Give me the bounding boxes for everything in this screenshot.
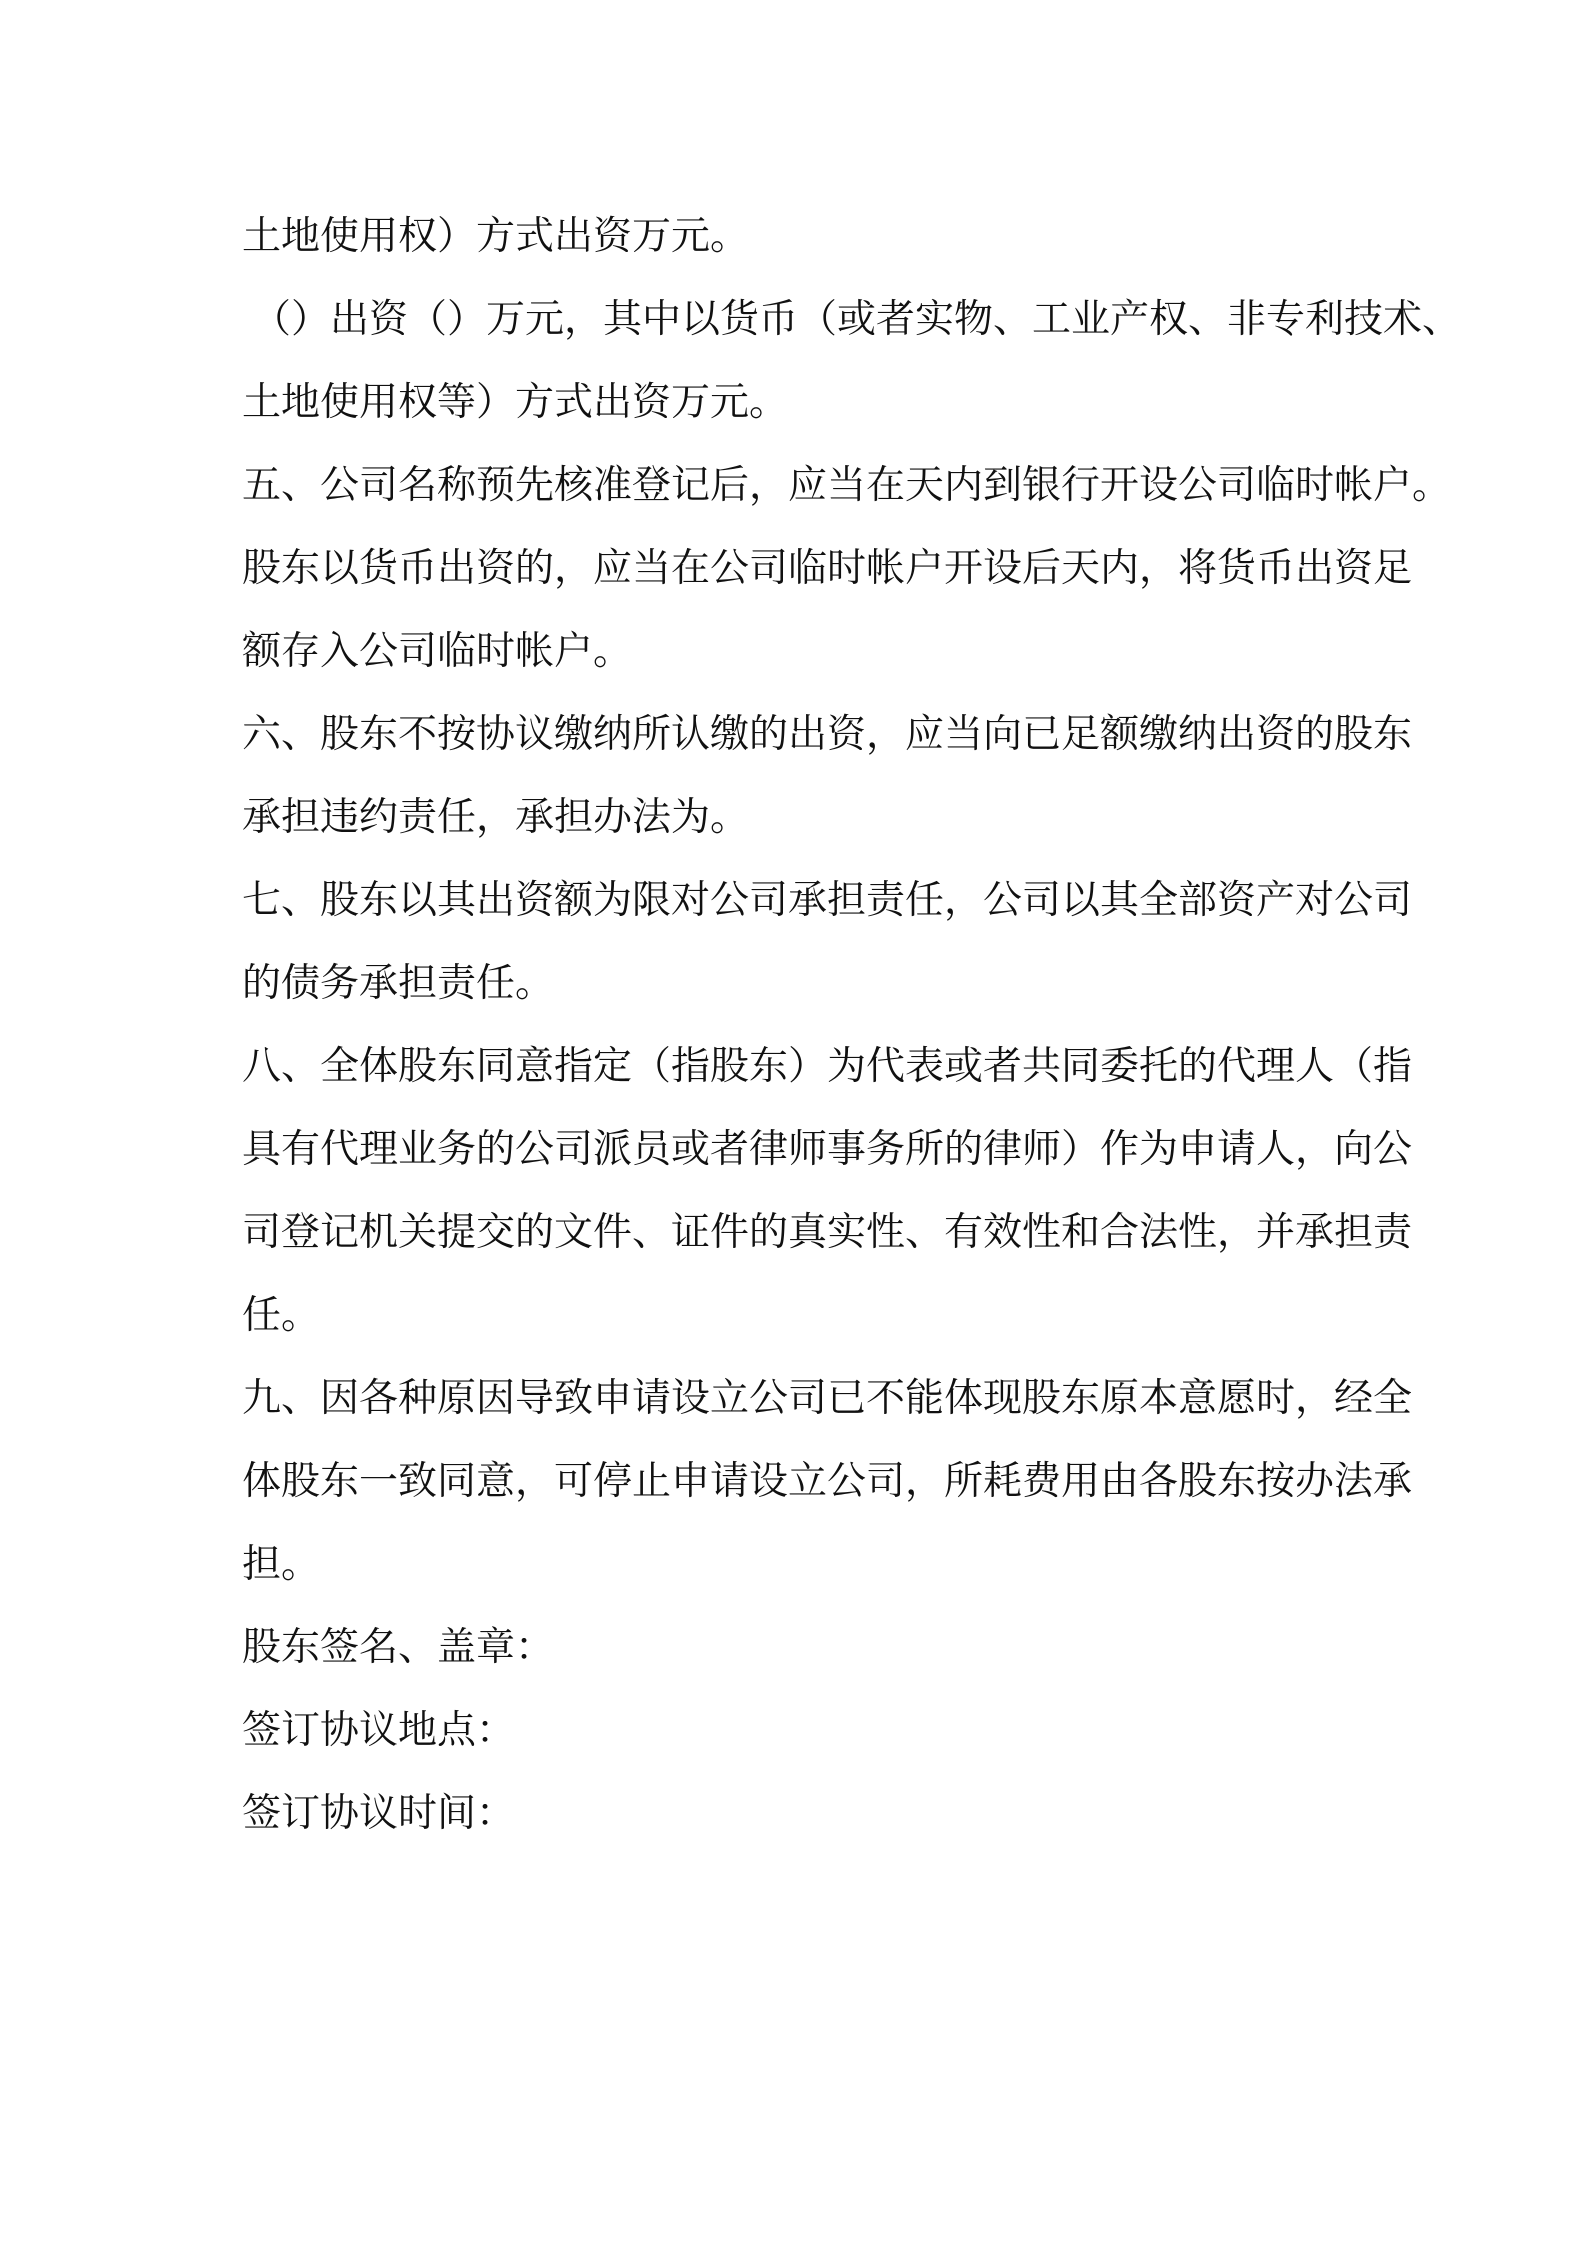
signing-time-label: 签订协议时间： (242, 1791, 516, 1836)
text-line-2: （）出资（）万元，其中以货币（或者实物、工业产权、非专利技术、 (252, 297, 1462, 342)
clause-six-line-1: 六、股东不按协议缴纳所认缴的出资，应当向已足额缴纳出资的股东 (242, 712, 1413, 757)
text-line-3: 土地使用权等）方式出资万元。 (242, 380, 789, 425)
clause-five-line-2: 股东以货币出资的，应当在公司临时帐户开设后天内，将货币出资足 (242, 546, 1413, 591)
clause-five-line-1: 五、公司名称预先核准登记后，应当在天内到银行开设公司临时帐户。 (242, 463, 1452, 508)
clause-nine-line-3: 担。 (242, 1542, 321, 1587)
text-line-1: 土地使用权）方式出资万元。 (242, 214, 750, 259)
clause-seven-line-2: 的债务承担责任。 (242, 961, 555, 1006)
clause-five-line-3: 额存入公司临时帐户。 (242, 629, 633, 674)
clause-nine-line-1: 九、因各种原因导致申请设立公司已不能体现股东原本意愿时，经全 (242, 1376, 1413, 1421)
signing-location-label: 签订协议地点： (242, 1708, 516, 1753)
clause-six-line-2: 承担违约责任，承担办法为。 (242, 795, 750, 840)
clause-eight-line-2: 具有代理业务的公司派员或者律师事务所的律师）作为申请人，向公 (242, 1127, 1413, 1172)
clause-eight-line-3: 司登记机关提交的文件、证件的真实性、有效性和合法性，并承担责 (242, 1210, 1413, 1255)
clause-nine-line-2: 体股东一致同意，可停止申请设立公司，所耗费用由各股东按办法承 (242, 1459, 1413, 1504)
document-body (242, 195, 1462, 1855)
clause-eight-line-4: 任。 (242, 1293, 321, 1338)
clause-eight-line-1: 八、全体股东同意指定（指股东）为代表或者共同委托的代理人（指 (242, 1044, 1413, 1089)
clause-seven-line-1: 七、股东以其出资额为限对公司承担责任，公司以其全部资产对公司 (242, 878, 1413, 923)
signature-label: 股东签名、盖章： (242, 1625, 555, 1670)
